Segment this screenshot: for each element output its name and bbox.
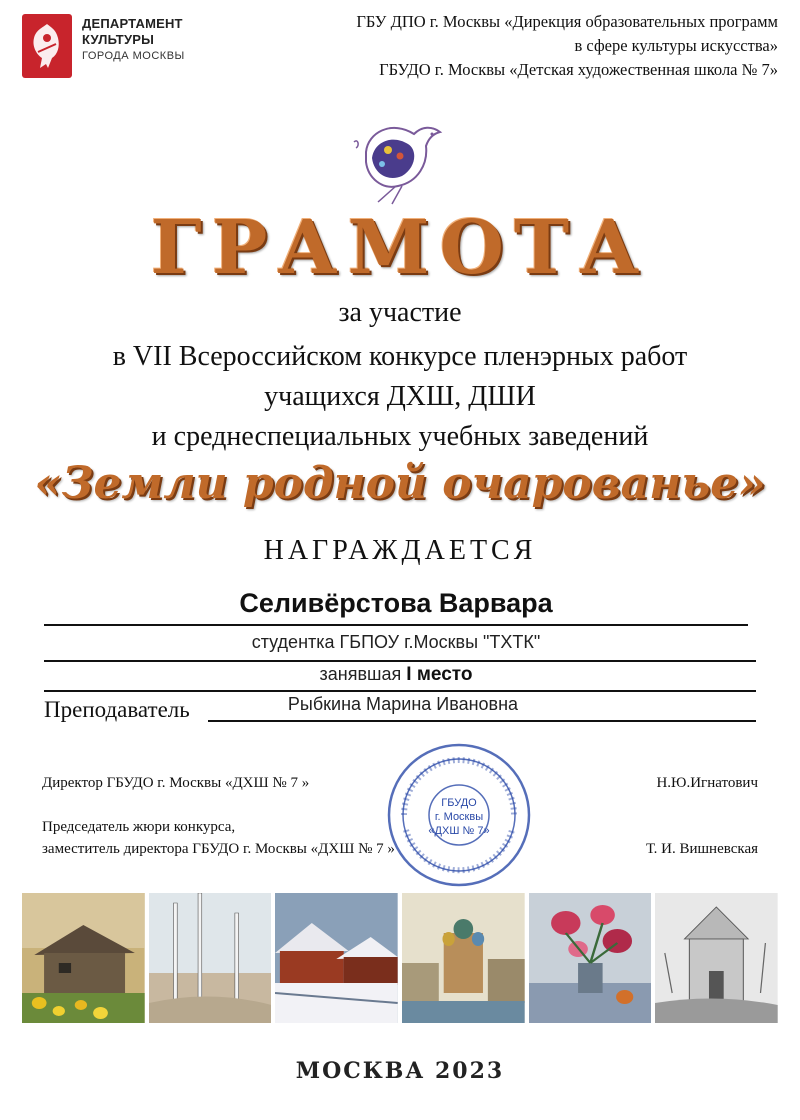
participation-line: за участие — [338, 297, 462, 328]
org-line2: в сфере культуры искусства» — [574, 36, 778, 55]
contest-description-line1: в VII Всероссийском конкурсе пленэрных работ — [112, 341, 688, 372]
organization-header — [238, 10, 778, 58]
official-stamp — [384, 740, 534, 890]
recipient-status: студентка ГБПОУ г.Москвы "ТХТК" — [251, 632, 541, 652]
recipient-name: Селивёрстова Варвара — [239, 588, 553, 618]
moscow-coat-of-arms-logo — [22, 14, 72, 78]
org-line1: ГБУ ДПО г. Москвы «Дирекция образовательных программ — [356, 12, 778, 31]
chair-title — [42, 816, 395, 860]
painting-city-church — [402, 893, 525, 1023]
painting-stone-chapel — [655, 893, 778, 1023]
chair-title-line1: Председатель жюри конкурса, — [42, 819, 236, 835]
painting-snowy-barns — [275, 893, 398, 1023]
chair-title-line2: заместитель директора ГБУДО г. Москвы «ДХШ № 7 » — [42, 841, 395, 857]
org-line3: ГБУДО г. Москвы «Детская художественная школа № 7» — [379, 60, 778, 79]
teacher-label: Преподаватель — [44, 697, 190, 722]
place-underline — [44, 690, 756, 692]
place-value: I место — [406, 664, 473, 685]
dove-palette-emblem — [348, 112, 454, 208]
contest-name: «Земли родной очарованье» — [34, 458, 766, 509]
stamp-text1: ГБУДО — [441, 797, 477, 809]
name-underline — [44, 624, 748, 626]
paintings-gallery — [22, 893, 778, 1023]
status-underline — [44, 660, 756, 662]
painting-village-house — [22, 893, 145, 1023]
stamp-text3: «ДХШ № 7» — [428, 825, 490, 837]
department-line2: КУЛЬТУРЫ — [82, 32, 155, 47]
painting-winter-birches — [149, 893, 272, 1023]
chair-name: Т. И. Вишневская — [645, 841, 758, 857]
teacher-name: Рыбкина Марина Ивановна — [287, 694, 519, 714]
contest-description-line3: и среднеспециальных учебных заведений — [151, 421, 649, 452]
awarded-heading: НАГРАЖДАЕТСЯ — [263, 535, 537, 566]
place-line — [44, 664, 748, 686]
place-prefix: занявшая — [319, 664, 402, 684]
teacher-underline — [208, 720, 756, 722]
department-logo-text — [82, 16, 185, 64]
certificate-title: ГРАМОТА — [150, 205, 650, 291]
city-year-footer: МОСКВА 2023 — [295, 1058, 505, 1084]
department-line1: ДЕПАРТАМЕНТ — [82, 16, 183, 31]
director-title: Директор ГБУДО г. Москвы «ДХШ № 7 » — [42, 775, 310, 791]
stamp-text2: г. Москвы — [434, 811, 484, 823]
painting-flower-still-life — [529, 893, 652, 1023]
contest-description-line2: учащихся ДХШ, ДШИ — [264, 381, 536, 412]
department-line3: ГОРОДА МОСКВЫ — [82, 50, 185, 62]
director-name: Н.Ю.Игнатович — [656, 775, 758, 791]
